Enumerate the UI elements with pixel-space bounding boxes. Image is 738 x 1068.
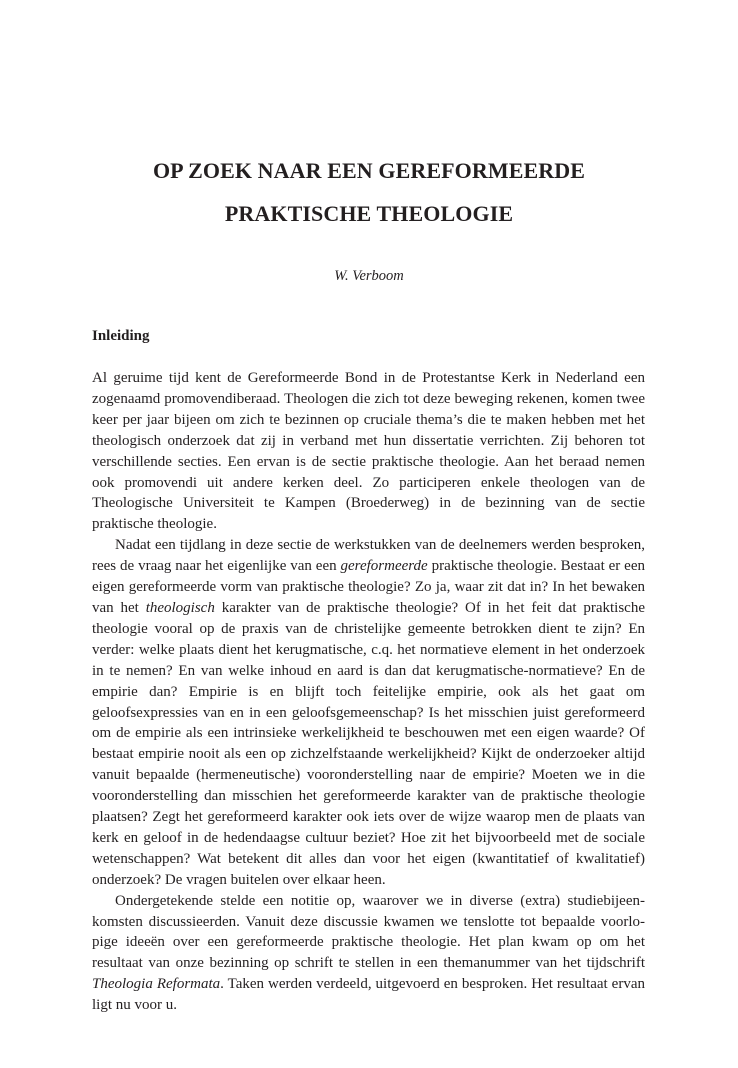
paragraph-2-text-c: karakter van de praktische theologie? Of in het feit dat praktische theologie vooral op de praxis van de christelijke gemeente betrokken dient te zijn? En verder: welke plaats dient het kerugmatische, c.q. het normatieve element in het onderzoek in te nemen? En van welke inhoud en aard is dan dat kerugmatische-normatieve? En de empirie dan? Empirie is en blijft toch feitelijke empirie, ook als het gaat om geloofsexpressies van en in een geloofsgemeenschap? Is het misschien juist gereformeerd om de empirie als een intrinsieke werkelijkheid te beschouwen met een eigen waarde? Of bestaat empirie nooit als een op zichzelfstaande werkelijkheid? Kijkt de onderzoeker altijd vanuit bepaalde (hermeneutische) vooronderstelling naar de empirie? Moeten we in die vooronderstelling dan misschien het gereformeerde karakter van de praktische theologie plaatsen? Zegt het gereformeerd karakter ook iets over de wijze waarop men de plaats van kerk en geloof in de hedendaagse cultuur beziet? Hoe zit het bijvoorbeeld met de sociale wetenschappen? Wat betekent dit alles dan voor het eigen (kwantitatief of kwalitatief) onderzoek? De vragen buitelen over elkaar heen.: [92, 599, 646, 888]
emphasis-gereformeerde: gereformeerde: [340, 558, 428, 575]
paragraph-3-text-a: Ondergetekende stelde een notitie op, waarover we in diverse (extra) studiebijeenkomsten discussieerden. Vanuit deze discussie kwamen we tenslotte tot bepaalde voorlopige ideeën over een gereformeerde praktische theologie. Het plan kwam op om het resultaat van onze bezinning op schrift te stellen in een themanummer van het tijdschrift: [92, 892, 645, 972]
paragraph-3: [92, 891, 645, 1016]
article-title-line-1: OP ZOEK NAAR EEN GEREFORMEERDE: [152, 158, 586, 183]
emphasis-theologisch: theologisch: [145, 599, 215, 616]
body-text: [92, 368, 645, 1016]
paragraph-2-text-a: Nadat een tijdlang in deze sectie de werkstukken van de deelnemers werden besproken, rees de vraag naar het eigenlijke van een: [92, 537, 645, 575]
paragraph-1: [92, 368, 645, 535]
section-heading: Inleiding: [92, 328, 150, 344]
paragraph-2: [92, 535, 645, 890]
article-title-line-2: PRAKTISCHE THEOLOGIE: [224, 201, 514, 226]
journal-title: Theologia Reformata: [92, 976, 221, 993]
paragraph-3-text-b: . Taken werden verdeeld, uitgevoerd en besproken. Het resultaat ervan ligt nu voor u.: [92, 976, 645, 1014]
article-author: W. Verboom: [334, 268, 404, 284]
paragraph-2-text-b: praktische theologie. Bestaat er een eigen gereformeerde vorm van praktische theologie? Zo ja, waar zit dat in? In het bewaken van het: [92, 558, 645, 616]
paragraph-1-text: Al geruime tijd kent de Gereformeerde Bond in de Protestantse Kerk in Nederland een zogenaamd promovendiberaad. Theologen die zich tot deze beweging rekenen, komen twee keer per jaar bijeen om zich te bezinnen op cruciale thema’s die te maken hebben met het theologisch onderzoek dat zij in verband met hun dissertatie verrichten. Zij behoren tot verschillende secties. Een ervan is de sectie praktische theologie. Aan het beraad nemen ook promovendi uit andere kerken deel. Zo participeren enkele theologen van de Theologische Universiteit te Kampen (Broederweg) in de bezinning van de sectie praktische theologie.: [92, 370, 645, 533]
